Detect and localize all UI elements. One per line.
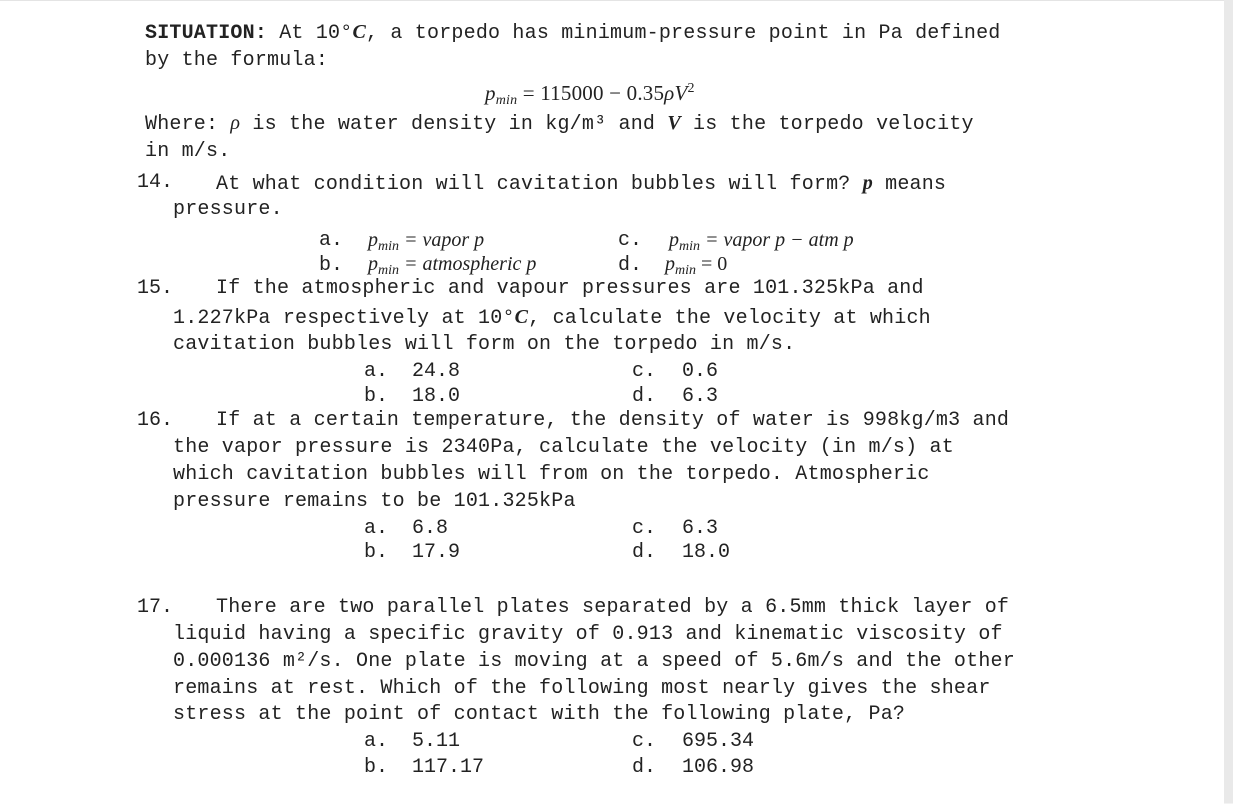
question-17-option-c-label: c. <box>632 730 657 753</box>
where-line-1: Where: ρ is the water density in kg/m³ and V is the torpedo velocity <box>145 112 974 136</box>
question-16-option-a-value: 6.8 <box>412 517 449 540</box>
question-14-option-c: $p_{min}$ = vapor p − atm p <box>669 229 854 254</box>
question-17-option-d-value: 106.98 <box>682 756 755 779</box>
question-17-number: 17. <box>137 596 174 619</box>
question-16-option-b-value: 17.9 <box>412 541 461 564</box>
question-17-line-1: There are two parallel plates separated by a 6.5mm thick layer of <box>216 596 1010 619</box>
question-16-option-d-label: d. <box>632 541 657 564</box>
question-15-line-3: cavitation bubbles will form on the torpedo in m/s. <box>173 333 796 356</box>
question-14-option-d-label: d. <box>618 254 643 277</box>
question-17-option-a-value: 5.11 <box>412 730 461 753</box>
question-14-option-b-label: b. <box>319 254 344 277</box>
question-17-line-2: liquid having a specific gravity of 0.913 and kinematic viscosity of <box>173 623 1003 646</box>
page-margin-strip <box>1224 0 1233 803</box>
question-15-option-c-label: c. <box>632 360 657 383</box>
question-15-number: 15. <box>137 277 174 300</box>
question-16-line-3: which cavitation bubbles will from on the torpedo. Atmospheric <box>173 463 930 486</box>
question-14-number: 14. <box>137 171 174 194</box>
question-16-line-1: If at a certain temperature, the density of water is 998kg/m3 and <box>216 409 1010 432</box>
situation-line-2: by the formula: <box>145 49 329 72</box>
question-14-option-b: $p_{min}$ = atmospheric p <box>368 253 537 278</box>
question-16-number: 16. <box>137 409 174 432</box>
question-17-option-b-value: 117.17 <box>412 756 485 779</box>
question-14-option-d: $p_{min} = 0$ <box>665 253 728 278</box>
question-16-option-a-label: a. <box>364 517 389 540</box>
question-16-option-b-label: b. <box>364 541 389 564</box>
question-15-option-a-value: 24.8 <box>412 360 461 383</box>
question-14-line-2: pressure. <box>173 198 283 221</box>
question-14-line-1: At what condition will cavitation bubbles will form? p means <box>216 172 947 196</box>
question-14-option-a: $p_{min}$ = vapor p <box>368 229 485 254</box>
question-15-option-d-value: 6.3 <box>682 385 719 408</box>
question-17-option-a-label: a. <box>364 730 389 753</box>
question-16-option-c-label: c. <box>632 517 657 540</box>
question-15-line-1: If the atmospheric and vapour pressures are 101.325kPa and <box>216 277 924 300</box>
question-15-option-b-label: b. <box>364 385 389 408</box>
question-14-option-a-label: a. <box>319 229 344 252</box>
question-15-option-b-value: 18.0 <box>412 385 461 408</box>
situation-line-1: SITUATION: At 10°C, a torpedo has minimum-pressure point in Pa defined <box>145 21 1001 45</box>
question-17-line-5: stress at the point of contact with the following plate, Pa? <box>173 703 906 726</box>
question-14-option-c-label: c. <box>618 229 643 252</box>
situation-heading: SITUATION: <box>145 22 268 45</box>
question-15-option-c-value: 0.6 <box>682 360 719 383</box>
question-16-option-c-value: 6.3 <box>682 517 719 540</box>
formula: $p_{min} = 115000 - 0.35\rho V^2$ <box>485 81 695 108</box>
question-17-option-b-label: b. <box>364 756 389 779</box>
question-17-option-d-label: d. <box>632 756 657 779</box>
where-line-2: in m/s. <box>145 140 231 163</box>
question-17-line-4: remains at rest. Which of the following most nearly gives the shear <box>173 677 991 700</box>
question-17-line-3: 0.000136 m²/s. One plate is moving at a speed of 5.6m/s and the other <box>173 650 1015 673</box>
question-16-option-d-value: 18.0 <box>682 541 731 564</box>
question-17-option-c-value: 695.34 <box>682 730 755 753</box>
question-16-line-4: pressure remains to be 101.325kPa <box>173 490 576 513</box>
question-15-option-a-label: a. <box>364 360 389 383</box>
question-15-option-d-label: d. <box>632 385 657 408</box>
question-15-line-2: 1.227kPa respectively at 10°C, calculate the velocity at which <box>173 306 931 330</box>
question-16-line-2: the vapor pressure is 2340Pa, calculate the velocity (in m/s) at <box>173 436 954 459</box>
